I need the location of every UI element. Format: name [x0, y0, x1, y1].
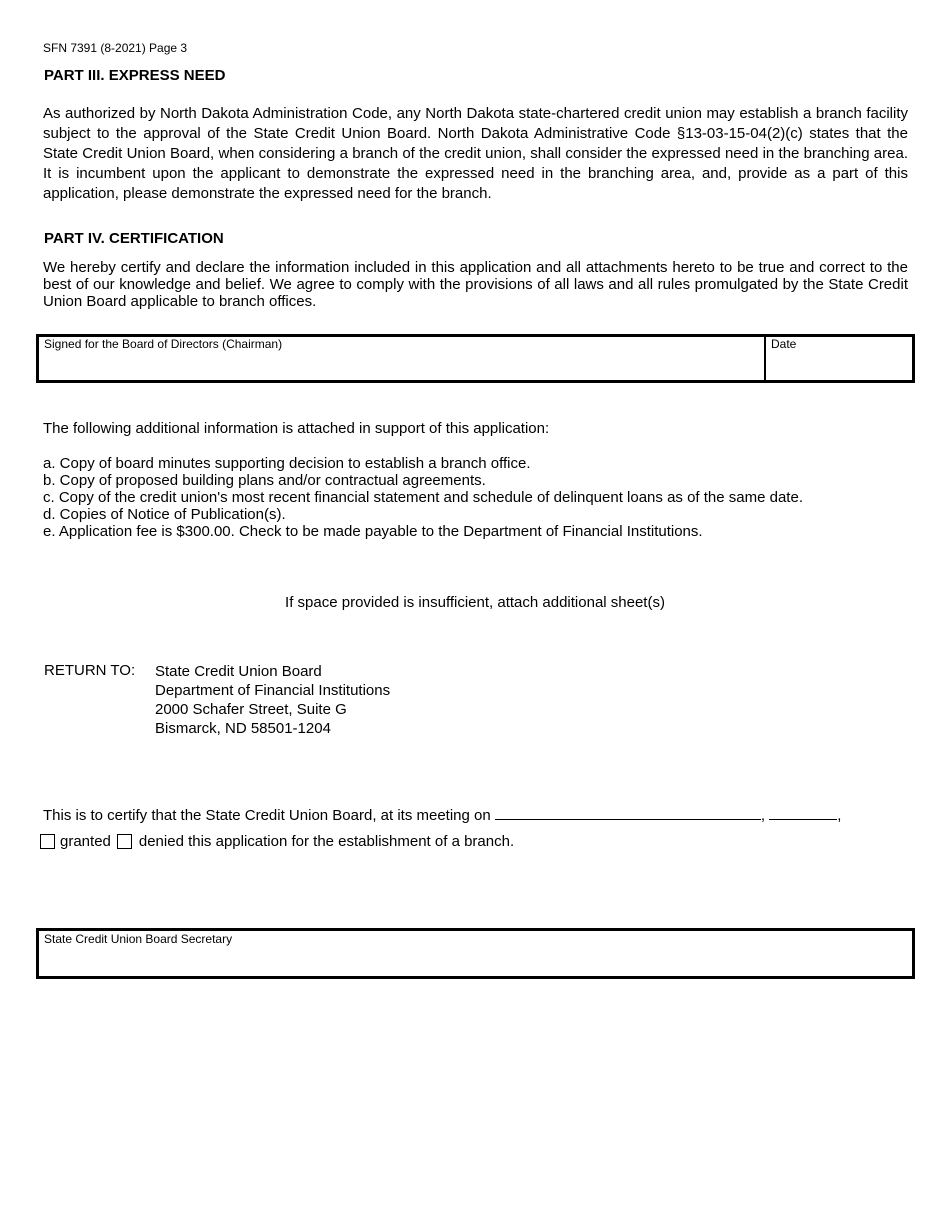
- return-address-line: 2000 Schafer Street, Suite G: [155, 701, 347, 718]
- signature-label: Signed for the Board of Directors (Chairman): [44, 337, 283, 351]
- granted-checkbox[interactable]: [40, 834, 55, 849]
- certification-row: [43, 804, 841, 824]
- insufficient-space-note: If space provided is insufficient, attach additional sheet(s): [285, 594, 665, 611]
- return-address-line: State Credit Union Board: [155, 663, 322, 680]
- comma: ,: [837, 807, 842, 824]
- return-address-line: Bismarck, ND 58501-1204: [155, 720, 331, 737]
- attachment-item: e. Application fee is $300.00. Check to be made payable to the Department of Financial Institutions.: [43, 523, 703, 540]
- signature-box[interactable]: [36, 334, 915, 383]
- denied-label: denied this application for the establishment of a branch.: [138, 833, 515, 850]
- attachment-item: b. Copy of proposed building plans and/or contractual agreements.: [43, 472, 486, 489]
- secretary-signature-box[interactable]: [36, 928, 915, 979]
- attachments-intro: The following additional information is attached in support of this application:: [43, 420, 550, 437]
- attachment-item: a. Copy of board minutes supporting decision to establish a branch office.: [43, 455, 531, 472]
- part3-heading: PART III. EXPRESS NEED: [44, 67, 226, 84]
- denied-checkbox[interactable]: [117, 834, 132, 849]
- secretary-label: State Credit Union Board Secretary: [44, 932, 233, 946]
- form-id: SFN 7391 (8-2021) Page 3: [43, 41, 188, 55]
- attachment-item: c. Copy of the credit union's most recent financial statement and schedule of delinquent loans as of the same date.: [43, 489, 803, 506]
- meeting-year-field[interactable]: [769, 804, 837, 820]
- return-address: [155, 662, 390, 738]
- meeting-date-field[interactable]: [495, 804, 761, 820]
- part4-text: We hereby certify and declare the information included in this application and all attachments hereto to be true and correct to the best of our knowledge and belief. We agree to comply with the provisions of all laws and all rules promulgated by the State Credit Union Board applicable to branch offices.: [43, 259, 908, 310]
- return-to-label: RETURN TO:: [44, 662, 136, 679]
- part3-text: As authorized by North Dakota Administration Code, any North Dakota state-chartered credit union may establish a branch facility subject to the approval of the State Credit Union Board. North Dakota Administrative Code §13-03-15-04(2)(c) states that the State Credit Union Board, when considering a branch of the credit union, shall consider the expressed need in the branching area. It is incumbent upon the applicant to demonstrate the expressed need in the branching area, and, provide as a part of this application, please demonstrate the expressed need for the branch.: [43, 105, 908, 202]
- date-label: Date: [771, 337, 797, 351]
- comma: ,: [760, 807, 766, 824]
- decision-row: [40, 833, 514, 850]
- certification-text: This is to certify that the State Credit Union Board, at its meeting on: [43, 807, 491, 824]
- granted-label: granted: [60, 833, 111, 850]
- return-address-line: Department of Financial Institutions: [155, 682, 391, 699]
- attachments-list: [43, 455, 803, 540]
- part4-heading: PART IV. CERTIFICATION: [44, 230, 224, 247]
- signature-divider: [764, 337, 766, 380]
- attachment-item: d. Copies of Notice of Publication(s).: [43, 506, 286, 523]
